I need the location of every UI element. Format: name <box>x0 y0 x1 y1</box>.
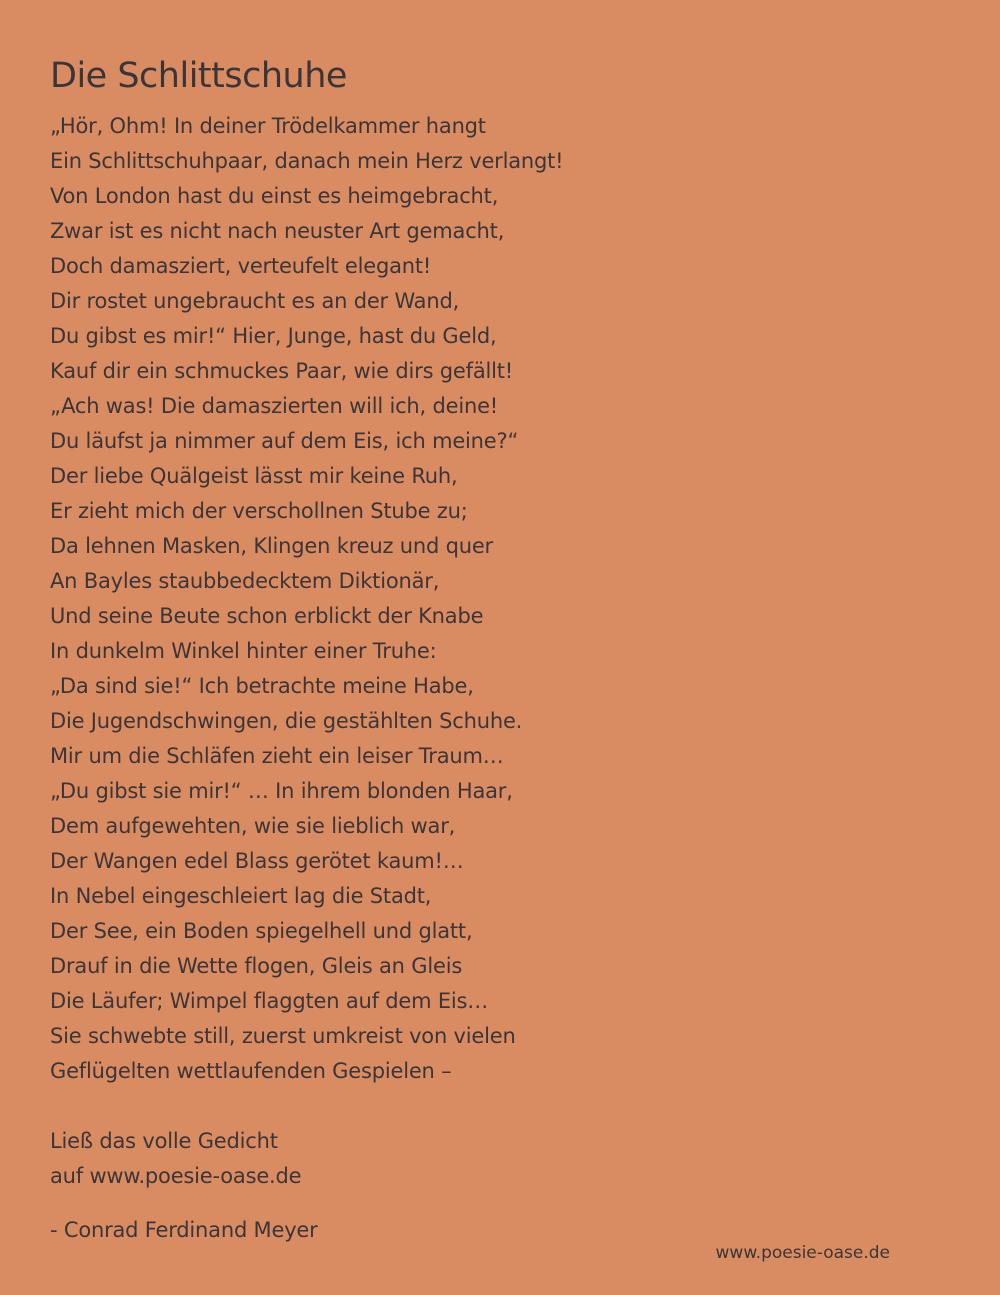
poem-line: Er zieht mich der verschollnen Stube zu; <box>50 499 468 523</box>
poem-line: Doch damasziert, verteufelt elegant! <box>50 254 432 278</box>
poem-line: Zwar ist es nicht nach neuster Art gemacht, <box>50 219 505 243</box>
poem-title: Die Schlittschuhe <box>50 56 347 96</box>
poem-line: Die Läufer; Wimpel flaggten auf dem Eis… <box>50 989 489 1013</box>
poem-line: Geflügelten wettlaufenden Gespielen – <box>50 1059 452 1083</box>
poem-line: Ein Schlittschuhpaar, danach mein Herz verlangt! <box>50 149 564 173</box>
poem-line: Dem aufgewehten, wie sie lieblich war, <box>50 814 456 838</box>
read-more-note <box>50 1124 301 1194</box>
poem-line: „Du gibst sie mir!“ … In ihrem blonden Haar, <box>50 779 513 803</box>
poem-line: Mir um die Schläfen zieht ein leiser Traum… <box>50 744 504 768</box>
poem-line: Von London hast du einst es heimgebracht, <box>50 184 499 208</box>
poem-line: „Da sind sie!“ Ich betrachte meine Habe, <box>50 674 474 698</box>
poem-line: Da lehnen Masken, Klingen kreuz und quer <box>50 534 493 558</box>
poem-line: Kauf dir ein schmuckes Paar, wie dirs gefällt! <box>50 359 514 383</box>
poem-line: Der See, ein Boden spiegelhell und glatt, <box>50 919 473 943</box>
note-line: auf www.poesie-oase.de <box>50 1164 302 1188</box>
poem-author: - Conrad Ferdinand Meyer <box>50 1218 318 1242</box>
poem-line: „Ach was! Die damaszierten will ich, deine! <box>50 394 499 418</box>
poem-line: Du läufst ja nimmer auf dem Eis, ich meine?“ <box>50 429 519 453</box>
poem-body <box>50 109 563 1089</box>
site-watermark: www.poesie-oase.de <box>715 1243 890 1263</box>
poem-line: An Bayles staubbedecktem Diktionär, <box>50 569 440 593</box>
poem-line: Die Jugendschwingen, die gestählten Schuhe. <box>50 709 523 733</box>
poem-line: Du gibst es mir!“ Hier, Junge, hast du Geld, <box>50 324 497 348</box>
poem-line: Und seine Beute schon erblickt der Knabe <box>50 604 484 628</box>
poem-line: Dir rostet ungebraucht es an der Wand, <box>50 289 460 313</box>
poem-line: Sie schwebte still, zuerst umkreist von vielen <box>50 1024 516 1048</box>
note-line: Ließ das volle Gedicht <box>50 1129 278 1153</box>
poem-line: Der liebe Quälgeist lässt mir keine Ruh, <box>50 464 458 488</box>
poem-line: „Hör, Ohm! In deiner Trödelkammer hangt <box>50 114 486 138</box>
poem-line: Drauf in die Wette flogen, Gleis an Gleis <box>50 954 463 978</box>
poem-line: Der Wangen edel Blass gerötet kaum!… <box>50 849 464 873</box>
poem-line: In dunkelm Winkel hinter einer Truhe: <box>50 639 437 663</box>
poem-line: In Nebel eingeschleiert lag die Stadt, <box>50 884 432 908</box>
